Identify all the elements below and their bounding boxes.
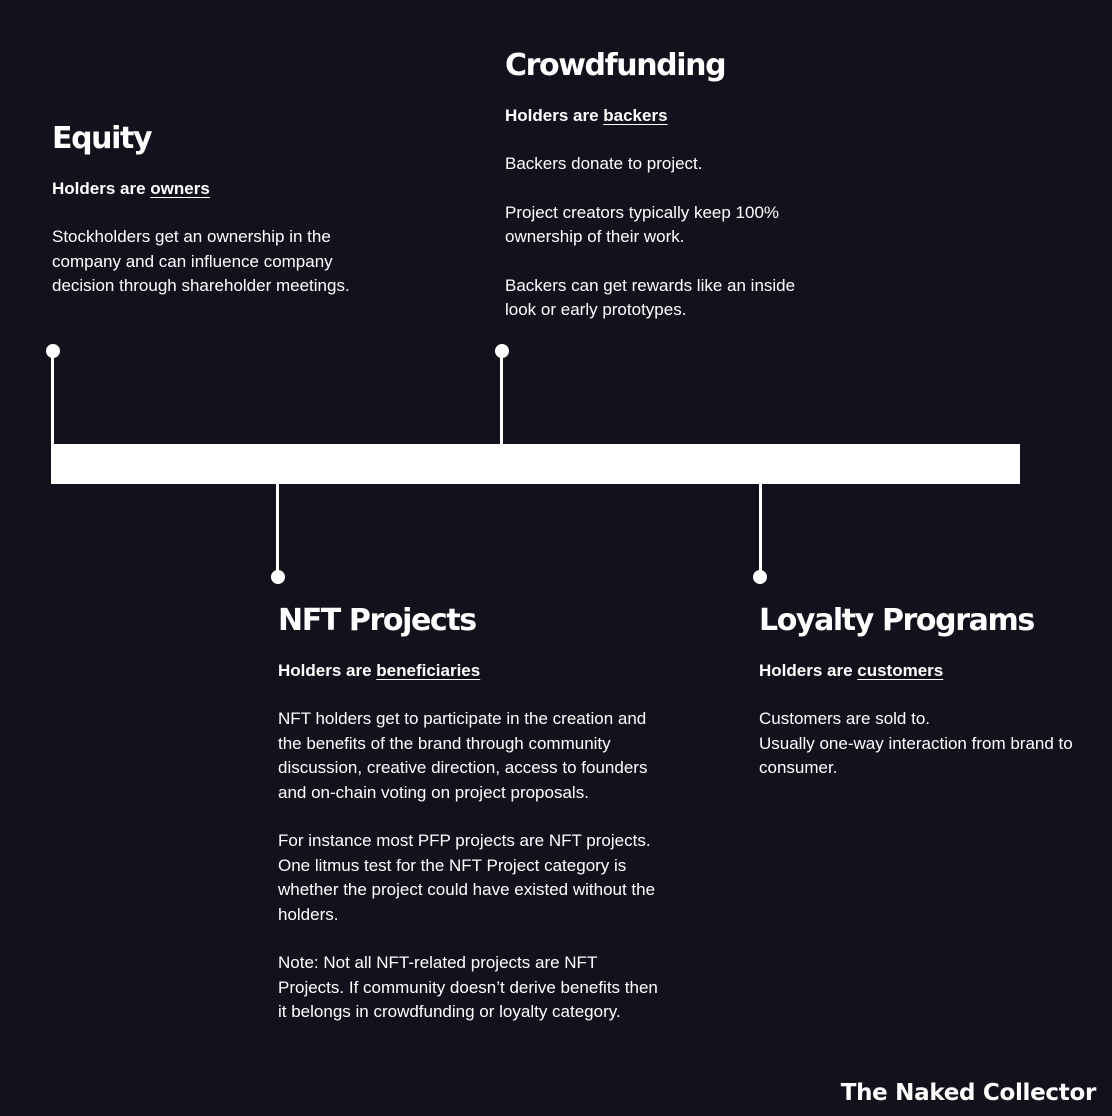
crowdfunding-holders-line bbox=[505, 104, 815, 128]
equity-title: Equity bbox=[52, 121, 152, 156]
equity-card bbox=[52, 121, 352, 299]
loyalty-programs-connector bbox=[759, 482, 762, 577]
equity-marker bbox=[46, 344, 60, 358]
crowdfunding-paragraph: Backers donate to project. bbox=[505, 154, 703, 173]
equity-paragraph: Stockholders get an ownership in the company and can influence company decision through shareholder meetings. bbox=[52, 227, 350, 295]
nft-projects-holders-prefix: Holders are bbox=[278, 661, 377, 680]
loyalty-programs-paragraph: Customers are sold to. bbox=[759, 709, 931, 728]
crowdfunding-marker bbox=[495, 344, 509, 358]
equity-holders-prefix: Holders are bbox=[52, 179, 151, 198]
nft-projects-card bbox=[278, 603, 663, 1025]
crowdfunding-holders-role: backers bbox=[603, 106, 668, 125]
equity-holders-role: owners bbox=[150, 179, 210, 198]
crowdfunding-holders-prefix: Holders are bbox=[505, 106, 604, 125]
equity-description bbox=[52, 225, 352, 299]
loyalty-programs-holders-role: customers bbox=[857, 661, 944, 680]
loyalty-programs-title: Loyalty Programs bbox=[759, 603, 1034, 638]
nft-projects-paragraph: NFT holders get to participate in the creation and the benefits of the brand through community discussion, creative direction, access to founders and on-chain voting on project proposals. bbox=[278, 709, 648, 802]
crowdfunding-card bbox=[505, 48, 815, 323]
nft-projects-marker bbox=[271, 570, 285, 584]
crowdfunding-title: Crowdfunding bbox=[505, 48, 726, 83]
crowdfunding-paragraph: Backers can get rewards like an inside look or early prototypes. bbox=[505, 275, 796, 319]
nft-projects-holders-role: beneficiaries bbox=[376, 661, 481, 680]
loyalty-programs-card bbox=[759, 603, 1079, 781]
loyalty-programs-holders-prefix: Holders are bbox=[759, 661, 858, 680]
nft-projects-paragraph: Note: Not all NFT-related projects are NFT Projects. If community doesn’t derive benefits then it belongs in crowdfunding or loyalty category. bbox=[278, 953, 658, 1021]
loyalty-programs-holders-line bbox=[759, 659, 1079, 683]
nft-projects-description bbox=[278, 707, 663, 1025]
nft-projects-paragraph: For instance most PFP projects are NFT projects. One litmus test for the NFT Project category is whether the project could have existed without the holders. bbox=[278, 831, 656, 924]
crowdfunding-description bbox=[505, 152, 815, 323]
equity-connector bbox=[51, 352, 54, 446]
loyalty-programs-paragraph: Usually one-way interaction from brand to consumer. bbox=[759, 733, 1073, 777]
nft-projects-holders-line bbox=[278, 659, 663, 683]
loyalty-programs-marker bbox=[753, 570, 767, 584]
timeline-bar bbox=[51, 444, 1020, 484]
crowdfunding-paragraph: Project creators typically keep 100% ownership of their work. bbox=[505, 202, 780, 246]
crowdfunding-connector bbox=[500, 352, 503, 446]
nft-projects-connector bbox=[276, 482, 279, 577]
nft-projects-title: NFT Projects bbox=[278, 603, 476, 638]
loyalty-programs-description bbox=[759, 707, 1079, 781]
brand-signature: The Naked Collector bbox=[840, 1080, 1096, 1106]
equity-holders-line bbox=[52, 177, 352, 201]
